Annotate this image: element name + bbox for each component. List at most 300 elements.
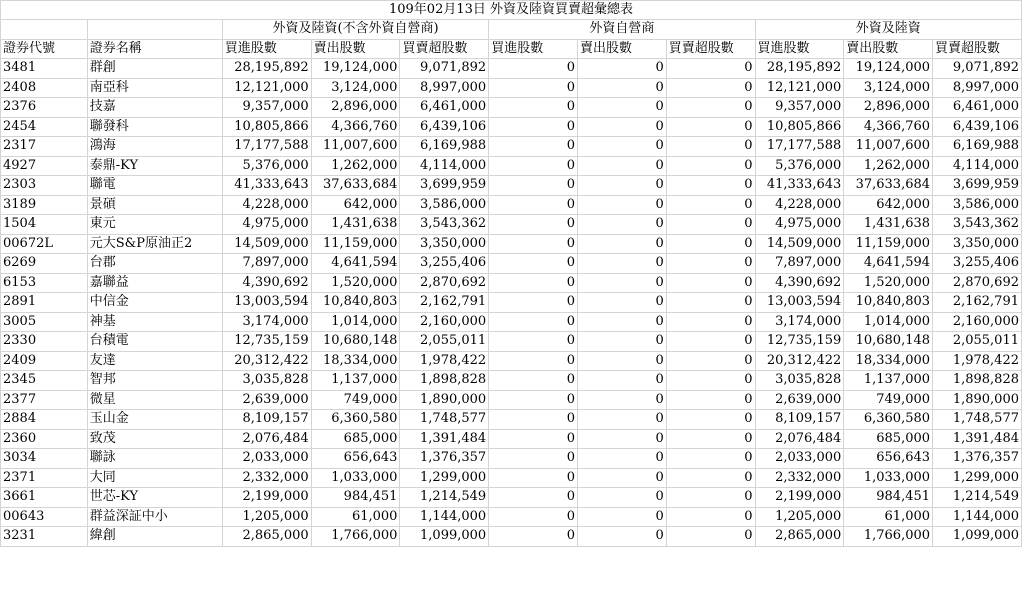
page-title: 109年02月13日 外資及陸資買賣超彙總表 bbox=[1, 1, 1022, 20]
value-cell: 2,870,692 bbox=[933, 273, 1022, 293]
value-cell: 1,898,828 bbox=[933, 371, 1022, 391]
group-header-foreign-total: 外資及陸資 bbox=[755, 20, 1022, 40]
value-cell: 8,109,157 bbox=[755, 410, 844, 430]
value-cell: 0 bbox=[577, 117, 666, 137]
value-cell: 1,137,000 bbox=[311, 371, 400, 391]
stock-name-cell: 神基 bbox=[87, 312, 222, 332]
table-row bbox=[1, 176, 1022, 196]
value-cell: 1,520,000 bbox=[311, 273, 400, 293]
value-cell: 8,109,157 bbox=[222, 410, 311, 430]
table-row bbox=[1, 215, 1022, 235]
value-cell: 0 bbox=[577, 449, 666, 469]
stock-code-cell: 2376 bbox=[1, 98, 88, 118]
stock-code-cell: 3005 bbox=[1, 312, 88, 332]
value-cell: 41,333,643 bbox=[222, 176, 311, 196]
stock-name-cell: 台積電 bbox=[87, 332, 222, 352]
stock-code-cell: 2409 bbox=[1, 351, 88, 371]
value-cell: 4,641,594 bbox=[844, 254, 933, 274]
value-cell: 4,390,692 bbox=[222, 273, 311, 293]
value-cell: 1,890,000 bbox=[933, 390, 1022, 410]
stock-code-cell: 3189 bbox=[1, 195, 88, 215]
value-cell: 2,639,000 bbox=[222, 390, 311, 410]
value-cell: 10,805,866 bbox=[755, 117, 844, 137]
value-cell: 2,160,000 bbox=[933, 312, 1022, 332]
value-cell: 0 bbox=[577, 527, 666, 547]
value-cell: 3,255,406 bbox=[933, 254, 1022, 274]
value-cell: 4,228,000 bbox=[755, 195, 844, 215]
value-cell: 3,543,362 bbox=[400, 215, 489, 235]
value-cell: 7,897,000 bbox=[222, 254, 311, 274]
value-cell: 41,333,643 bbox=[755, 176, 844, 196]
value-cell: 2,076,484 bbox=[755, 429, 844, 449]
value-cell: 3,350,000 bbox=[933, 234, 1022, 254]
value-cell: 656,643 bbox=[311, 449, 400, 469]
value-cell: 4,366,760 bbox=[844, 117, 933, 137]
value-cell: 61,000 bbox=[311, 507, 400, 527]
value-cell: 1,431,638 bbox=[311, 215, 400, 235]
value-cell: 0 bbox=[666, 195, 755, 215]
value-cell: 3,124,000 bbox=[844, 78, 933, 98]
value-cell: 0 bbox=[489, 429, 578, 449]
value-cell: 3,174,000 bbox=[222, 312, 311, 332]
value-cell: 11,159,000 bbox=[311, 234, 400, 254]
value-cell: 0 bbox=[666, 429, 755, 449]
value-cell: 0 bbox=[666, 215, 755, 235]
stock-code-cell: 2377 bbox=[1, 390, 88, 410]
value-cell: 2,865,000 bbox=[755, 527, 844, 547]
stock-code-cell: 2371 bbox=[1, 468, 88, 488]
group-header-row bbox=[1, 20, 1022, 40]
value-cell: 0 bbox=[666, 488, 755, 508]
col-header-code: 證券代號 bbox=[1, 39, 88, 59]
value-cell: 749,000 bbox=[844, 390, 933, 410]
value-cell: 18,334,000 bbox=[844, 351, 933, 371]
value-cell: 1,262,000 bbox=[844, 156, 933, 176]
value-cell: 0 bbox=[666, 234, 755, 254]
value-cell: 0 bbox=[577, 176, 666, 196]
value-cell: 0 bbox=[577, 332, 666, 352]
stock-name-cell: 緯創 bbox=[87, 527, 222, 547]
value-cell: 10,840,803 bbox=[844, 293, 933, 313]
table-row bbox=[1, 332, 1022, 352]
stock-code-cell: 00643 bbox=[1, 507, 88, 527]
value-cell: 12,735,159 bbox=[222, 332, 311, 352]
stock-code-cell: 1504 bbox=[1, 215, 88, 235]
value-cell: 1,014,000 bbox=[311, 312, 400, 332]
stock-code-cell: 2303 bbox=[1, 176, 88, 196]
col-header-total-net: 買賣超股數 bbox=[933, 39, 1022, 59]
value-cell: 0 bbox=[666, 449, 755, 469]
value-cell: 1,978,422 bbox=[400, 351, 489, 371]
value-cell: 9,357,000 bbox=[755, 98, 844, 118]
value-cell: 0 bbox=[577, 507, 666, 527]
value-cell: 3,586,000 bbox=[400, 195, 489, 215]
title-row bbox=[1, 1, 1022, 20]
table-row bbox=[1, 98, 1022, 118]
value-cell: 1,214,549 bbox=[400, 488, 489, 508]
value-cell: 10,805,866 bbox=[222, 117, 311, 137]
value-cell: 20,312,422 bbox=[222, 351, 311, 371]
value-cell: 12,735,159 bbox=[755, 332, 844, 352]
value-cell: 19,124,000 bbox=[311, 59, 400, 79]
value-cell: 13,003,594 bbox=[755, 293, 844, 313]
stock-name-cell: 台郡 bbox=[87, 254, 222, 274]
value-cell: 6,461,000 bbox=[933, 98, 1022, 118]
value-cell: 14,509,000 bbox=[222, 234, 311, 254]
value-cell: 0 bbox=[577, 156, 666, 176]
value-cell: 4,228,000 bbox=[222, 195, 311, 215]
stock-name-cell: 嘉聯益 bbox=[87, 273, 222, 293]
table-row bbox=[1, 527, 1022, 547]
stock-code-cell: 6153 bbox=[1, 273, 88, 293]
value-cell: 0 bbox=[577, 78, 666, 98]
value-cell: 0 bbox=[666, 78, 755, 98]
value-cell: 0 bbox=[577, 312, 666, 332]
value-cell: 1,099,000 bbox=[400, 527, 489, 547]
value-cell: 0 bbox=[666, 176, 755, 196]
value-cell: 4,641,594 bbox=[311, 254, 400, 274]
value-cell: 0 bbox=[666, 371, 755, 391]
value-cell: 12,121,000 bbox=[222, 78, 311, 98]
col-header-total-buy: 買進股數 bbox=[755, 39, 844, 59]
table-row bbox=[1, 488, 1022, 508]
stock-name-cell: 群創 bbox=[87, 59, 222, 79]
value-cell: 2,896,000 bbox=[844, 98, 933, 118]
table-row bbox=[1, 468, 1022, 488]
value-cell: 9,071,892 bbox=[933, 59, 1022, 79]
value-cell: 3,035,828 bbox=[222, 371, 311, 391]
value-cell: 1,391,484 bbox=[933, 429, 1022, 449]
stock-name-cell: 中信金 bbox=[87, 293, 222, 313]
value-cell: 6,461,000 bbox=[400, 98, 489, 118]
value-cell: 0 bbox=[666, 156, 755, 176]
table-row bbox=[1, 137, 1022, 157]
stock-code-cell: 2360 bbox=[1, 429, 88, 449]
stock-code-cell: 3034 bbox=[1, 449, 88, 469]
value-cell: 0 bbox=[666, 351, 755, 371]
col-header-buy: 買進股數 bbox=[222, 39, 311, 59]
value-cell: 0 bbox=[577, 215, 666, 235]
stock-code-cell: 2330 bbox=[1, 332, 88, 352]
value-cell: 9,357,000 bbox=[222, 98, 311, 118]
value-cell: 0 bbox=[577, 195, 666, 215]
value-cell: 14,509,000 bbox=[755, 234, 844, 254]
col-header-dealer-buy: 買進股數 bbox=[489, 39, 578, 59]
value-cell: 1,978,422 bbox=[933, 351, 1022, 371]
value-cell: 642,000 bbox=[311, 195, 400, 215]
value-cell: 17,177,588 bbox=[222, 137, 311, 157]
table-row bbox=[1, 312, 1022, 332]
value-cell: 37,633,684 bbox=[311, 176, 400, 196]
value-cell: 2,055,011 bbox=[933, 332, 1022, 352]
value-cell: 18,334,000 bbox=[311, 351, 400, 371]
value-cell: 28,195,892 bbox=[755, 59, 844, 79]
value-cell: 0 bbox=[489, 488, 578, 508]
value-cell: 1,520,000 bbox=[844, 273, 933, 293]
value-cell: 642,000 bbox=[844, 195, 933, 215]
stock-name-cell: 大同 bbox=[87, 468, 222, 488]
value-cell: 1,033,000 bbox=[844, 468, 933, 488]
value-cell: 0 bbox=[489, 449, 578, 469]
table-row bbox=[1, 293, 1022, 313]
value-cell: 0 bbox=[489, 59, 578, 79]
value-cell: 0 bbox=[489, 195, 578, 215]
group-header-foreign-excl-dealers: 外資及陸資(不含外資自營商) bbox=[222, 20, 488, 40]
value-cell: 0 bbox=[577, 488, 666, 508]
value-cell: 0 bbox=[489, 312, 578, 332]
value-cell: 2,055,011 bbox=[400, 332, 489, 352]
table-row bbox=[1, 195, 1022, 215]
value-cell: 3,035,828 bbox=[755, 371, 844, 391]
value-cell: 0 bbox=[577, 98, 666, 118]
group-header-blank bbox=[87, 20, 222, 40]
value-cell: 0 bbox=[577, 468, 666, 488]
value-cell: 4,114,000 bbox=[400, 156, 489, 176]
value-cell: 8,997,000 bbox=[933, 78, 1022, 98]
value-cell: 11,007,600 bbox=[844, 137, 933, 157]
value-cell: 1,205,000 bbox=[755, 507, 844, 527]
value-cell: 28,195,892 bbox=[222, 59, 311, 79]
value-cell: 2,033,000 bbox=[222, 449, 311, 469]
value-cell: 0 bbox=[666, 527, 755, 547]
value-cell: 1,099,000 bbox=[933, 527, 1022, 547]
table-row bbox=[1, 117, 1022, 137]
stock-name-cell: 友達 bbox=[87, 351, 222, 371]
value-cell: 0 bbox=[666, 293, 755, 313]
value-cell: 3,699,959 bbox=[933, 176, 1022, 196]
value-cell: 984,451 bbox=[844, 488, 933, 508]
value-cell: 1,431,638 bbox=[844, 215, 933, 235]
value-cell: 1,391,484 bbox=[400, 429, 489, 449]
table-row bbox=[1, 78, 1022, 98]
table-row bbox=[1, 449, 1022, 469]
value-cell: 1,144,000 bbox=[933, 507, 1022, 527]
value-cell: 0 bbox=[489, 156, 578, 176]
value-cell: 0 bbox=[666, 468, 755, 488]
value-cell: 0 bbox=[577, 293, 666, 313]
value-cell: 1,766,000 bbox=[311, 527, 400, 547]
value-cell: 1,898,828 bbox=[400, 371, 489, 391]
table-row bbox=[1, 410, 1022, 430]
value-cell: 0 bbox=[489, 176, 578, 196]
value-cell: 0 bbox=[489, 468, 578, 488]
value-cell: 1,766,000 bbox=[844, 527, 933, 547]
table-row bbox=[1, 273, 1022, 293]
value-cell: 2,199,000 bbox=[222, 488, 311, 508]
value-cell: 0 bbox=[577, 371, 666, 391]
col-header-dealer-net: 買賣超股數 bbox=[666, 39, 755, 59]
stock-name-cell: 群益深証中小 bbox=[87, 507, 222, 527]
value-cell: 3,174,000 bbox=[755, 312, 844, 332]
table-row bbox=[1, 59, 1022, 79]
stock-name-cell: 聯發科 bbox=[87, 117, 222, 137]
stock-code-cell: 00672L bbox=[1, 234, 88, 254]
col-header-net: 買賣超股數 bbox=[400, 39, 489, 59]
value-cell: 0 bbox=[489, 273, 578, 293]
value-cell: 17,177,588 bbox=[755, 137, 844, 157]
value-cell: 12,121,000 bbox=[755, 78, 844, 98]
value-cell: 1,144,000 bbox=[400, 507, 489, 527]
stock-code-cell: 2345 bbox=[1, 371, 88, 391]
value-cell: 984,451 bbox=[311, 488, 400, 508]
value-cell: 0 bbox=[577, 351, 666, 371]
column-header-row bbox=[1, 39, 1022, 59]
value-cell: 0 bbox=[489, 215, 578, 235]
stock-code-cell: 3231 bbox=[1, 527, 88, 547]
value-cell: 0 bbox=[666, 312, 755, 332]
value-cell: 2,332,000 bbox=[222, 468, 311, 488]
stock-code-cell: 2891 bbox=[1, 293, 88, 313]
value-cell: 0 bbox=[577, 410, 666, 430]
value-cell: 1,299,000 bbox=[400, 468, 489, 488]
value-cell: 0 bbox=[577, 390, 666, 410]
value-cell: 6,439,106 bbox=[933, 117, 1022, 137]
col-header-sell: 賣出股數 bbox=[311, 39, 400, 59]
value-cell: 2,865,000 bbox=[222, 527, 311, 547]
table-row bbox=[1, 254, 1022, 274]
value-cell: 4,114,000 bbox=[933, 156, 1022, 176]
col-header-dealer-sell: 賣出股數 bbox=[577, 39, 666, 59]
value-cell: 1,748,577 bbox=[933, 410, 1022, 430]
stock-name-cell: 世芯-KY bbox=[87, 488, 222, 508]
value-cell: 4,975,000 bbox=[222, 215, 311, 235]
value-cell: 10,840,803 bbox=[311, 293, 400, 313]
value-cell: 10,680,148 bbox=[311, 332, 400, 352]
value-cell: 0 bbox=[577, 254, 666, 274]
value-cell: 13,003,594 bbox=[222, 293, 311, 313]
stock-code-cell: 2454 bbox=[1, 117, 88, 137]
value-cell: 19,124,000 bbox=[844, 59, 933, 79]
value-cell: 2,162,791 bbox=[933, 293, 1022, 313]
stock-code-cell: 3481 bbox=[1, 59, 88, 79]
value-cell: 5,376,000 bbox=[222, 156, 311, 176]
value-cell: 6,360,580 bbox=[844, 410, 933, 430]
value-cell: 0 bbox=[489, 507, 578, 527]
stock-code-cell: 2884 bbox=[1, 410, 88, 430]
stock-code-cell: 2317 bbox=[1, 137, 88, 157]
value-cell: 6,360,580 bbox=[311, 410, 400, 430]
col-header-name: 證券名稱 bbox=[87, 39, 222, 59]
value-cell: 0 bbox=[489, 410, 578, 430]
value-cell: 4,366,760 bbox=[311, 117, 400, 137]
value-cell: 61,000 bbox=[844, 507, 933, 527]
stock-name-cell: 鴻海 bbox=[87, 137, 222, 157]
stock-name-cell: 聯詠 bbox=[87, 449, 222, 469]
value-cell: 2,160,000 bbox=[400, 312, 489, 332]
value-cell: 0 bbox=[489, 293, 578, 313]
value-cell: 2,896,000 bbox=[311, 98, 400, 118]
value-cell: 1,299,000 bbox=[933, 468, 1022, 488]
value-cell: 0 bbox=[666, 507, 755, 527]
value-cell: 1,376,357 bbox=[933, 449, 1022, 469]
value-cell: 3,124,000 bbox=[311, 78, 400, 98]
value-cell: 3,350,000 bbox=[400, 234, 489, 254]
stock-name-cell: 智邦 bbox=[87, 371, 222, 391]
table-row bbox=[1, 429, 1022, 449]
value-cell: 9,071,892 bbox=[400, 59, 489, 79]
stock-name-cell: 南亞科 bbox=[87, 78, 222, 98]
table-row bbox=[1, 234, 1022, 254]
value-cell: 11,159,000 bbox=[844, 234, 933, 254]
value-cell: 1,262,000 bbox=[311, 156, 400, 176]
stock-name-cell: 景碩 bbox=[87, 195, 222, 215]
stock-code-cell: 3661 bbox=[1, 488, 88, 508]
value-cell: 0 bbox=[577, 137, 666, 157]
value-cell: 0 bbox=[666, 254, 755, 274]
value-cell: 2,639,000 bbox=[755, 390, 844, 410]
value-cell: 11,007,600 bbox=[311, 137, 400, 157]
value-cell: 1,376,357 bbox=[400, 449, 489, 469]
value-cell: 2,033,000 bbox=[755, 449, 844, 469]
value-cell: 6,169,988 bbox=[933, 137, 1022, 157]
value-cell: 0 bbox=[489, 254, 578, 274]
value-cell: 0 bbox=[666, 273, 755, 293]
value-cell: 3,543,362 bbox=[933, 215, 1022, 235]
value-cell: 0 bbox=[577, 59, 666, 79]
stock-code-cell: 6269 bbox=[1, 254, 88, 274]
value-cell: 0 bbox=[489, 527, 578, 547]
value-cell: 0 bbox=[666, 332, 755, 352]
value-cell: 2,870,692 bbox=[400, 273, 489, 293]
value-cell: 1,014,000 bbox=[844, 312, 933, 332]
group-header-blank bbox=[1, 20, 88, 40]
value-cell: 2,332,000 bbox=[755, 468, 844, 488]
table-row bbox=[1, 390, 1022, 410]
value-cell: 20,312,422 bbox=[755, 351, 844, 371]
value-cell: 0 bbox=[489, 98, 578, 118]
value-cell: 0 bbox=[577, 234, 666, 254]
value-cell: 1,748,577 bbox=[400, 410, 489, 430]
value-cell: 1,890,000 bbox=[400, 390, 489, 410]
value-cell: 1,214,549 bbox=[933, 488, 1022, 508]
stock-name-cell: 致茂 bbox=[87, 429, 222, 449]
table-row bbox=[1, 156, 1022, 176]
table-row bbox=[1, 507, 1022, 527]
value-cell: 0 bbox=[489, 78, 578, 98]
value-cell: 656,643 bbox=[844, 449, 933, 469]
value-cell: 3,699,959 bbox=[400, 176, 489, 196]
value-cell: 8,997,000 bbox=[400, 78, 489, 98]
value-cell: 0 bbox=[666, 117, 755, 137]
table-row bbox=[1, 351, 1022, 371]
stock-code-cell: 2408 bbox=[1, 78, 88, 98]
stock-name-cell: 玉山金 bbox=[87, 410, 222, 430]
stock-name-cell: 元大S&P原油正2 bbox=[87, 234, 222, 254]
value-cell: 1,205,000 bbox=[222, 507, 311, 527]
value-cell: 0 bbox=[666, 59, 755, 79]
stock-name-cell: 聯電 bbox=[87, 176, 222, 196]
value-cell: 0 bbox=[666, 98, 755, 118]
value-cell: 0 bbox=[489, 351, 578, 371]
stock-code-cell: 4927 bbox=[1, 156, 88, 176]
value-cell: 0 bbox=[577, 429, 666, 449]
value-cell: 0 bbox=[489, 390, 578, 410]
group-header-foreign-dealers: 外資自營商 bbox=[489, 20, 755, 40]
value-cell: 0 bbox=[489, 332, 578, 352]
stock-name-cell: 東元 bbox=[87, 215, 222, 235]
value-cell: 2,076,484 bbox=[222, 429, 311, 449]
value-cell: 1,137,000 bbox=[844, 371, 933, 391]
value-cell: 0 bbox=[489, 117, 578, 137]
value-cell: 0 bbox=[666, 390, 755, 410]
value-cell: 37,633,684 bbox=[844, 176, 933, 196]
value-cell: 0 bbox=[666, 410, 755, 430]
stock-name-cell: 微星 bbox=[87, 390, 222, 410]
value-cell: 7,897,000 bbox=[755, 254, 844, 274]
value-cell: 6,439,106 bbox=[400, 117, 489, 137]
stock-name-cell: 技嘉 bbox=[87, 98, 222, 118]
value-cell: 3,255,406 bbox=[400, 254, 489, 274]
